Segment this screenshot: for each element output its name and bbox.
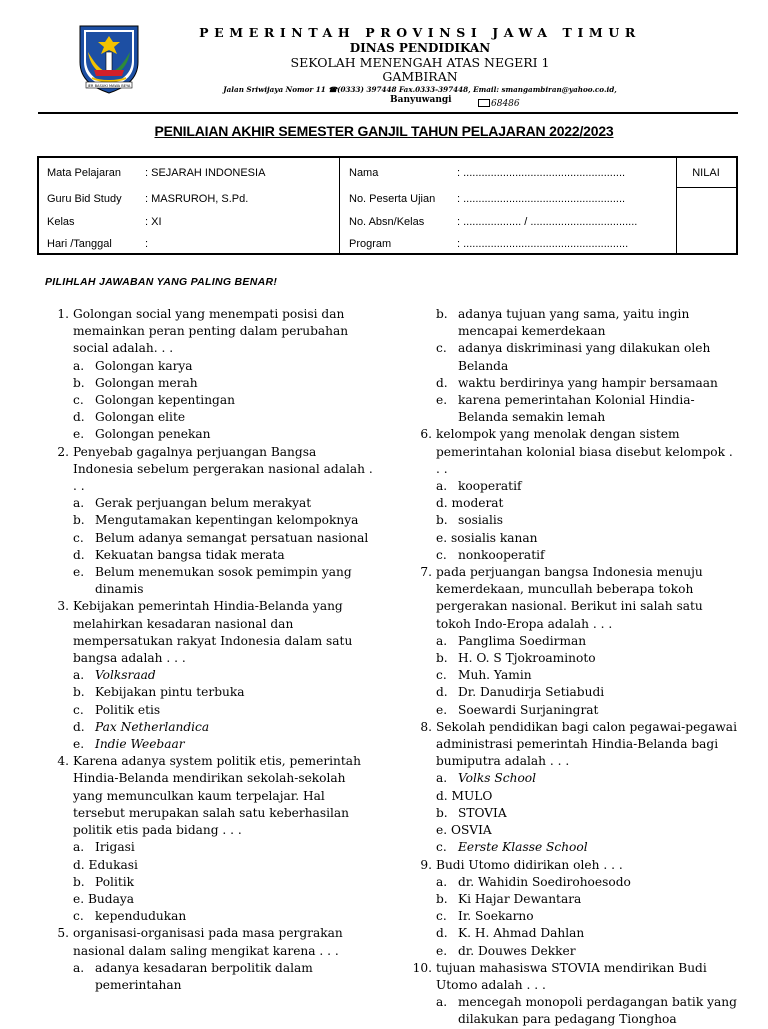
option-b[interactable]: b. Golongan merah <box>73 375 198 390</box>
option-a[interactable]: a. Panglima Soedirman <box>436 633 587 648</box>
question-number: 3. <box>57 599 69 614</box>
option-e[interactable]: e. Belum menemukan sosok pemimpin yang dinamis <box>73 565 352 597</box>
option-c[interactable]: c. Belum adanya semangat persatuan nasional <box>73 530 369 545</box>
option-c[interactable]: c. Eerste Klasse School <box>436 840 588 855</box>
exam-title: PENILAIAN AKHIR SEMESTER GANJIL TAHUN PELAJARAN 2022/2023 <box>154 123 614 139</box>
option-d[interactable]: d. Pax Netherlandica <box>73 719 210 734</box>
score-divider <box>676 187 736 188</box>
date-value[interactable]: : <box>145 238 149 250</box>
city-name: Banyuwangi <box>390 95 452 105</box>
option-e[interactable]: e. OSVIA <box>436 823 492 838</box>
option-d[interactable]: d. waktu berdirinya yang hampir bersamaan <box>436 375 718 390</box>
info-divider-1 <box>339 158 340 253</box>
question-10 <box>408 960 738 1029</box>
option-a[interactable]: a. Irigasi <box>73 840 135 855</box>
logo-caption: JER BASUKI MAWA BEYA <box>87 83 131 88</box>
question-number: 6. <box>420 427 432 442</box>
question-text: Sekolah pendidikan bagi calon pegawai-pegawai administrasi pemerintah Hindia-Belanda bagi bumiputra adalah . . . <box>436 719 737 769</box>
question-text: Penyebab gagalnya perjuangan Bangsa Indonesia sebelum pergerakan nasional adalah . . . <box>73 444 373 494</box>
question-1 <box>45 306 375 444</box>
option-a[interactable]: a. mencegah monopoli perdagangan batik yang dilakukan para pedagang Tionghoa <box>436 995 737 1027</box>
name-label: Nama <box>349 167 379 179</box>
name-field[interactable]: : ..................................................... <box>457 167 626 179</box>
option-b[interactable]: b. Kebijakan pintu terbuka <box>73 685 245 700</box>
option-b[interactable]: b. H. O. S Tjokroaminoto <box>436 651 596 666</box>
question-text: organisasi-organisasi pada masa pergrakan nasional dalam saling mengikat karena . . . <box>73 926 343 958</box>
question-number: 7. <box>420 565 432 580</box>
teacher-label: Guru Bid Study <box>47 193 122 205</box>
date-label: Hari /Tanggal <box>47 238 112 250</box>
postal-code-value: 68486 <box>491 99 520 109</box>
question-text: kelompok yang menolak dengan sistem pemerintahan kolonial biasa disebut kelompok . . . <box>436 427 733 476</box>
question-2 <box>45 444 375 599</box>
exam-number-label: No. Peserta Ujian <box>349 193 436 205</box>
option-c[interactable]: c. Politik etis <box>73 702 161 717</box>
option-d[interactable]: d. Kekuatan bangsa tidak merata <box>73 547 285 562</box>
department-name: DINAS PENDIDIKAN <box>349 41 491 55</box>
exam-number-field[interactable]: : ..................................................... <box>457 193 626 205</box>
option-a[interactable]: a. Volks School <box>436 771 537 786</box>
question-number: 5. <box>57 926 69 941</box>
option-b[interactable]: b. Politik <box>73 874 135 889</box>
question-number: 4. <box>57 754 69 769</box>
program-field[interactable]: : ...................................................... <box>457 238 629 250</box>
class-value: : XI <box>145 216 162 228</box>
question-7 <box>408 564 738 719</box>
option-d[interactable]: d. Golongan elite <box>73 410 186 425</box>
instruction: PILIHLAH JAWABAN YANG PALING BENAR! <box>45 276 278 288</box>
option-b[interactable]: b. Mengutamakan kepentingan kelompoknya <box>73 513 359 528</box>
option-b[interactable]: b. adanya tujuan yang sama, yaitu ingin mencapai kemerdekaan <box>436 307 690 339</box>
question-number: 9. <box>420 857 432 872</box>
postal-code <box>478 99 520 109</box>
option-a[interactable]: a. Golongan karya <box>73 358 193 373</box>
option-e[interactable]: e. karena pemerintahan Kolonial Hindia-Belanda semakin lemah <box>436 393 695 425</box>
score-label: NILAI <box>692 167 720 179</box>
question-text: Karena adanya system politik etis, pemerintah Hindia-Belanda mendirikan sekolah-sekolah yang memunculkan kaum terpelajar. Hal tersebut merupakan salah satu keberhasilan politik etis pada bidang . . . <box>73 754 361 838</box>
teacher-value: : MASRUROH, S.Pd. <box>145 193 249 205</box>
option-d[interactable]: d. moderat <box>436 496 504 511</box>
letterhead-divider <box>38 112 738 114</box>
question-8 <box>408 719 738 857</box>
option-c[interactable]: c. Golongan kepentingan <box>73 393 235 408</box>
absence-class-label: No. Absn/Kelas <box>349 216 425 228</box>
question-text: Kebijakan pemerintah Hindia-Belanda yang melahirkan kesadaran nasional dan mempersatukan rakyat Indonesia dalam satu bangsa adalah . . . <box>73 599 353 666</box>
government-name: PEMERINTAH PROVINSI JAWA TIMUR <box>199 25 641 40</box>
option-e[interactable]: e. Indie Weebaar <box>73 737 185 752</box>
question-text: Budi Utomo didirikan oleh . . . <box>436 857 623 872</box>
question-number: 10. <box>412 960 432 975</box>
option-e[interactable]: e. sosialis kanan <box>436 530 538 545</box>
question-number: 2. <box>57 444 69 459</box>
question-text: Golongan social yang menempati posisi dan memainkan peran penting dalam perubahan social adalah. . . <box>73 307 349 356</box>
option-e[interactable]: e. Soewardi Surjaningrat <box>436 702 599 717</box>
class-label: Kelas <box>47 216 75 228</box>
option-b[interactable]: b. Ki Hajar Dewantara <box>436 891 582 906</box>
option-e[interactable]: e. Budaya <box>73 891 134 906</box>
question-text: pada perjuangan bangsa Indonesia menuju kemerdekaan, muncullah beberapa tokoh pergerakan nasional. Berikut ini salah satu tokoh Indo-Eropa adalah . . . <box>436 565 703 631</box>
option-c[interactable]: c. Muh. Yamin <box>436 668 532 683</box>
questions-right-column <box>408 306 738 1029</box>
option-d[interactable]: d. K. H. Ahmad Dahlan <box>436 926 585 941</box>
question-5 <box>45 925 375 994</box>
option-b[interactable]: b. sosialis <box>436 513 504 528</box>
option-c[interactable]: c. nonkooperatif <box>436 547 545 562</box>
option-d[interactable]: d. MULO <box>436 788 493 803</box>
option-d[interactable]: d. Edukasi <box>73 857 138 872</box>
option-a[interactable]: a. Volksraad <box>73 668 156 683</box>
subject-label: Mata Pelajaran <box>47 167 121 179</box>
student-info-box <box>37 156 738 255</box>
option-c[interactable]: c. adanya diskriminasi yang dilakukan oleh Belanda <box>436 341 711 373</box>
question-number: 8. <box>420 719 432 734</box>
question-6 <box>408 426 738 564</box>
school-name: SEKOLAH MENENGAH ATAS NEGERI 1 <box>290 55 550 70</box>
school-town: GAMBIRAN <box>382 69 458 84</box>
envelope-icon <box>478 99 490 107</box>
option-c[interactable]: c. Ir. Soekarno <box>436 909 534 924</box>
option-a[interactable]: a. Gerak perjuangan belum merakyat <box>73 496 312 511</box>
questions-left-column <box>45 306 375 994</box>
question-5-continued <box>408 306 738 426</box>
east-java-emblem-logo <box>74 22 144 96</box>
question-9 <box>408 857 738 960</box>
option-a[interactable]: a. adanya kesadaran berpolitik dalam pemerintahan <box>73 960 313 992</box>
option-c[interactable]: c. kependudukan <box>73 909 187 924</box>
option-a[interactable]: a. kooperatif <box>436 479 522 494</box>
school-address: Jalan Sriwijaya Nomor 11 ☎(0333) 397448 Fax.0333-397448, Email: smangambiran@yahoo.co.id, <box>223 85 617 94</box>
question-number: 1. <box>57 307 69 321</box>
option-d[interactable]: d. Dr. Danudirja Setiabudi <box>436 685 605 700</box>
option-a[interactable]: a. dr. Wahidin Soedirohoesodo <box>436 874 631 889</box>
absence-class-field[interactable]: : ................... / ................................... <box>457 216 638 228</box>
question-text: tujuan mahasiswa STOVIA mendirikan Budi Utomo adalah . . . <box>436 960 707 992</box>
question-3 <box>45 598 375 753</box>
option-e[interactable]: e. Golongan penekan <box>73 427 211 442</box>
question-4 <box>45 753 375 925</box>
option-b[interactable]: b. STOVIA <box>436 805 507 820</box>
program-label: Program <box>349 238 392 250</box>
subject-value: : SEJARAH INDONESIA <box>145 167 266 179</box>
option-e[interactable]: e. dr. Douwes Dekker <box>436 943 576 958</box>
